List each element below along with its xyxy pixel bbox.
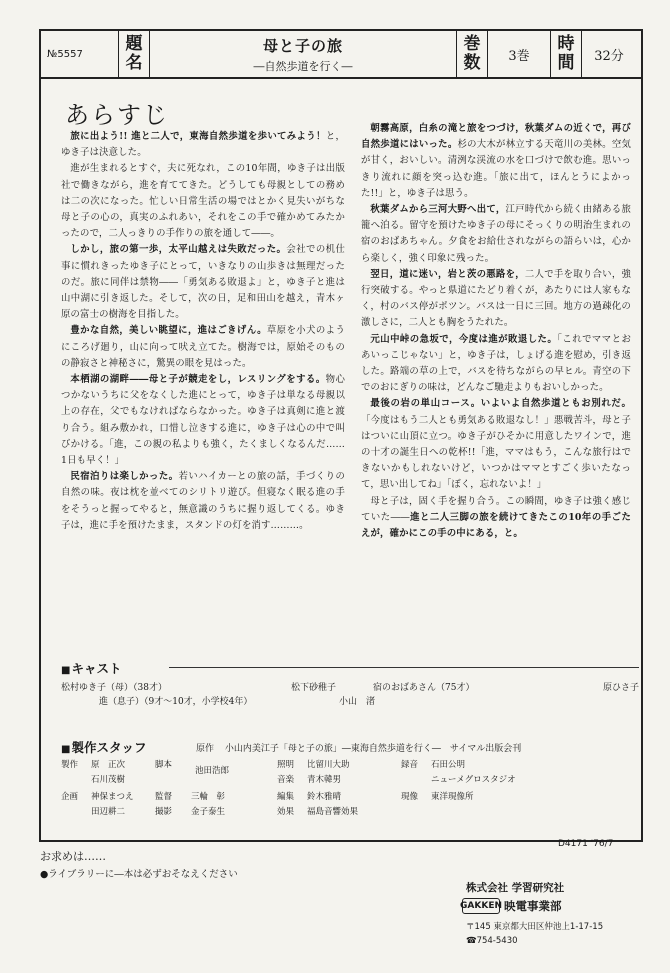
staff-name: 池田浩郎 bbox=[195, 766, 230, 776]
synopsis-paragraph: 元山中峠の急坂で，今度は進が敗退した。「これでママとおあいっこじゃない」と，ゆき子は，しょげる進を慰め，引き返した。路端の草の上で，バスを待ちながらの早ヒル。青空の下でのおにぎりの味は，どんなご馳走よりもおいしかった。 bbox=[361, 333, 631, 394]
staff-credits bbox=[61, 758, 631, 838]
staff-name: 田辺耕二 bbox=[91, 807, 126, 817]
volume-label bbox=[457, 31, 488, 77]
synopsis-paragraph: 豊かな自然，美しい眺望に，進はごきげん。草原を小犬のようにころげ廻り，山に向って吠え立てた。樹海では，原始そのものの静寂さと神秘さに，驚異の眼を見はった。 bbox=[61, 325, 345, 369]
time-value: 32分 bbox=[594, 48, 624, 64]
synopsis-paragraph: 翌日，道に迷い，岩と茨の悪路を，二人で手を取り合い，強行突破する。やっと県道にたどり着くが，あたりには人家もなく，村のバス停がポツン。バスは一日に三回。地方の過疎化の激しさに，二人とも胸をうたれた。 bbox=[361, 268, 631, 329]
staff-name: 石田公明 bbox=[431, 760, 466, 770]
synopsis-paragraph: 本栖湖の湖畔――母と子が競走をし，レスリングをする。物心つかないうちに父をなくした進にとって，ゆき子は単なる母親以上の存在，父でもなければならなかった。ゆき子は真剣に進と渡り合う。組み敷かれ，口惜し泣きする進に，ゆき子は心の中で叫びかける。「進，この親の私よりも強く，たくましくなるんだ……1日も早く！」 bbox=[61, 374, 345, 467]
gakken-logo: GAKKEN bbox=[462, 898, 500, 914]
staff-name: 福島音響効果 bbox=[307, 807, 359, 817]
department-name: 映電事業部 bbox=[504, 899, 562, 913]
cast-actor: 小山 渚 bbox=[339, 697, 376, 707]
staff-name: 原 正次 bbox=[91, 760, 126, 770]
film-title: 母と子の旅 bbox=[262, 36, 343, 55]
title-cell bbox=[150, 31, 457, 77]
staff-label: 撮影 bbox=[155, 807, 173, 817]
staff-label: 音楽 bbox=[277, 775, 295, 785]
title-label bbox=[119, 31, 150, 77]
staff-name: 石川茂樹 bbox=[91, 775, 126, 785]
staff-heading: ■ 製作スタッフ bbox=[61, 738, 146, 756]
staff-label: 企画 bbox=[61, 792, 79, 802]
staff-label: 効果 bbox=[277, 807, 295, 817]
cast-heading: ■ キャスト bbox=[61, 659, 121, 677]
title-label-1: 題 bbox=[125, 34, 143, 54]
company-name: 株式会社 学習研究社 bbox=[466, 882, 565, 894]
volume-value: 3巻 bbox=[488, 31, 551, 77]
cast-role: 松村ゆき子（母）（38才） bbox=[61, 683, 167, 693]
staff-name: 三輪 彰 bbox=[191, 792, 226, 802]
cast-actor: 松下砂稚子 bbox=[291, 683, 337, 693]
cast-actor: 原ひさ子 bbox=[602, 683, 639, 693]
volume-label-1: 巻 bbox=[463, 34, 481, 54]
order-text: お求めは…… bbox=[40, 850, 106, 863]
document-frame bbox=[39, 29, 643, 842]
synopsis-paragraph: 母と子は，固く手を握り合う。この瞬間，ゆき子は強く感じていた――進と二人三脚の旅を続けてきたこの10年の手ごたえが，確かにこの手の中にある，と。 bbox=[361, 495, 631, 540]
staff-name: 東洋現像所 bbox=[431, 792, 474, 802]
library-note: ●ライブラリーに―本は必ずおそなえください bbox=[40, 869, 238, 880]
time-label bbox=[551, 31, 582, 77]
staff-original bbox=[196, 742, 521, 757]
staff-label: 脚本 bbox=[155, 760, 173, 770]
synopsis-paragraph: 秋葉ダムから三河大野へ出て，江戸時代から続く由緒ある旅籠へ泊る。留守を預けたゆき子の母にそっくりの明治生まれの宿のおばあちゃん。夕食をお給仕されながらの語らいは，心から楽しく，強く印象に残った。 bbox=[361, 204, 631, 264]
cast-role: 進（息子）（9才～10才，小学校4年） bbox=[99, 697, 253, 707]
staff-name: 鈴木雅晴 bbox=[307, 792, 342, 802]
synopsis-heading: あらすじ bbox=[65, 101, 169, 129]
volume-label-2: 数 bbox=[463, 53, 481, 73]
synopsis-column-1 bbox=[61, 129, 345, 534]
original-source: 小山内美江子「母と子の旅」―東海自然歩道を行く― サイマル出版会刊 bbox=[224, 744, 522, 754]
cast-divider bbox=[169, 667, 639, 668]
staff-label: 録音 bbox=[401, 760, 419, 770]
staff-label: 監督 bbox=[155, 792, 173, 802]
staff-name: 青木韓男 bbox=[307, 775, 342, 785]
staff-label: 照明 bbox=[277, 760, 295, 770]
synopsis-paragraph: しかし，旅の第一歩，太平山越えは失敗だった。会社での机仕事に慣れきったゆき子にとって，いきなりの山歩きは無理だったのだ。旅に同伴は禁物――「勇気ある敗退よ」と，ゆき子と進は山中湖に引き返した。そして，次の日，足和田山を越え，青木ヶ原の富士の樹海を目指した。 bbox=[61, 244, 345, 321]
staff-name: 神保まつえ bbox=[91, 792, 134, 802]
company-address: 〒145 東京都大田区仲池上1-17-15 bbox=[466, 922, 604, 932]
staff-label: 製作 bbox=[61, 760, 79, 770]
time-label-1: 時 bbox=[557, 34, 575, 54]
film-subtitle: ―自然歩道を行く― bbox=[253, 59, 353, 73]
synopsis-paragraph: 旅に出よう!! 進と二人で，東海自然歩道を歩いてみよう！と，ゆき子は決意した。 bbox=[61, 131, 345, 159]
header-table bbox=[41, 31, 641, 79]
synopsis-paragraph: 民宿泊りは楽しかった。若いハイカーとの旅の話，手づくりの自然の味。夜は枕を並べてのシリトリ遊び。但寝なく眠る進の手をそうっと握ってやると，無意識のうちに握り返してくる。ゆき子は，進に手を預けたまま，スタンドの灯を消す………。 bbox=[61, 471, 345, 531]
synopsis-paragraph: 進が生まれるとすぐ，夫に死なれ，この10年間，ゆき子は出版社で働きながら，進を育ててきた。どうしても母親としての務めは二の次になった。忙しい日常生活の場ではとかく見失いがちな母と子の心の，真実のふれあい，それをこの手で確かめてみたかったので，二人っきりの手作りの旅を通して――。 bbox=[61, 163, 345, 240]
time-label-2: 間 bbox=[557, 53, 575, 73]
staff-label: 現像 bbox=[401, 792, 419, 802]
title-label-2: 名 bbox=[125, 53, 143, 73]
cast-row-1 bbox=[61, 681, 361, 695]
synopsis-paragraph: 朝霧高原，白糸の滝と旅をつづけ，秋葉ダムの近くで，再び自然歩道にはいった。杉の大木が林立する天竜川の美林。空気が甘く，おいしい。清洌な渓流の水を口づけで飲む進。思いっきり流れに顔を突っ込む進。「旅に出て，ほんとうによかった!!」と，ゆき子は思う。 bbox=[361, 123, 631, 199]
cast-role: 宿のおばあさん（75才） bbox=[373, 683, 475, 693]
synopsis-paragraph: 最後の岩の単山コース。いよいよ自然歩道ともお別れだ。「今度はもう二人とも勇気ある敗退なし！」悪戦苦斗，母と子はついに山頂に立つ。ゆき子がひそかに用意したワインで，進の十才の誕生日への乾杯!!「進，ママはもう，こんな旅行はできないかもしれないけど，いつかはママとすごく歩いたなって，思い出してね」「ぼく，忘れないよ！」 bbox=[361, 398, 631, 491]
staff-name: 金子泰生 bbox=[191, 807, 226, 817]
staff-label: 編集 bbox=[277, 792, 295, 802]
synopsis-column-2 bbox=[361, 121, 631, 542]
original-label: 原作 bbox=[196, 744, 215, 754]
catalog-number: №5557 bbox=[41, 31, 119, 77]
staff-name: ニューメグロスタジオ bbox=[431, 775, 516, 785]
print-code: D4171 '76/7 bbox=[558, 839, 614, 849]
staff-name: 比留川大助 bbox=[307, 760, 350, 770]
cast-row-1b bbox=[373, 681, 639, 695]
company-phone: ☎754-5430 bbox=[466, 936, 518, 946]
cast-row-2 bbox=[99, 695, 399, 709]
